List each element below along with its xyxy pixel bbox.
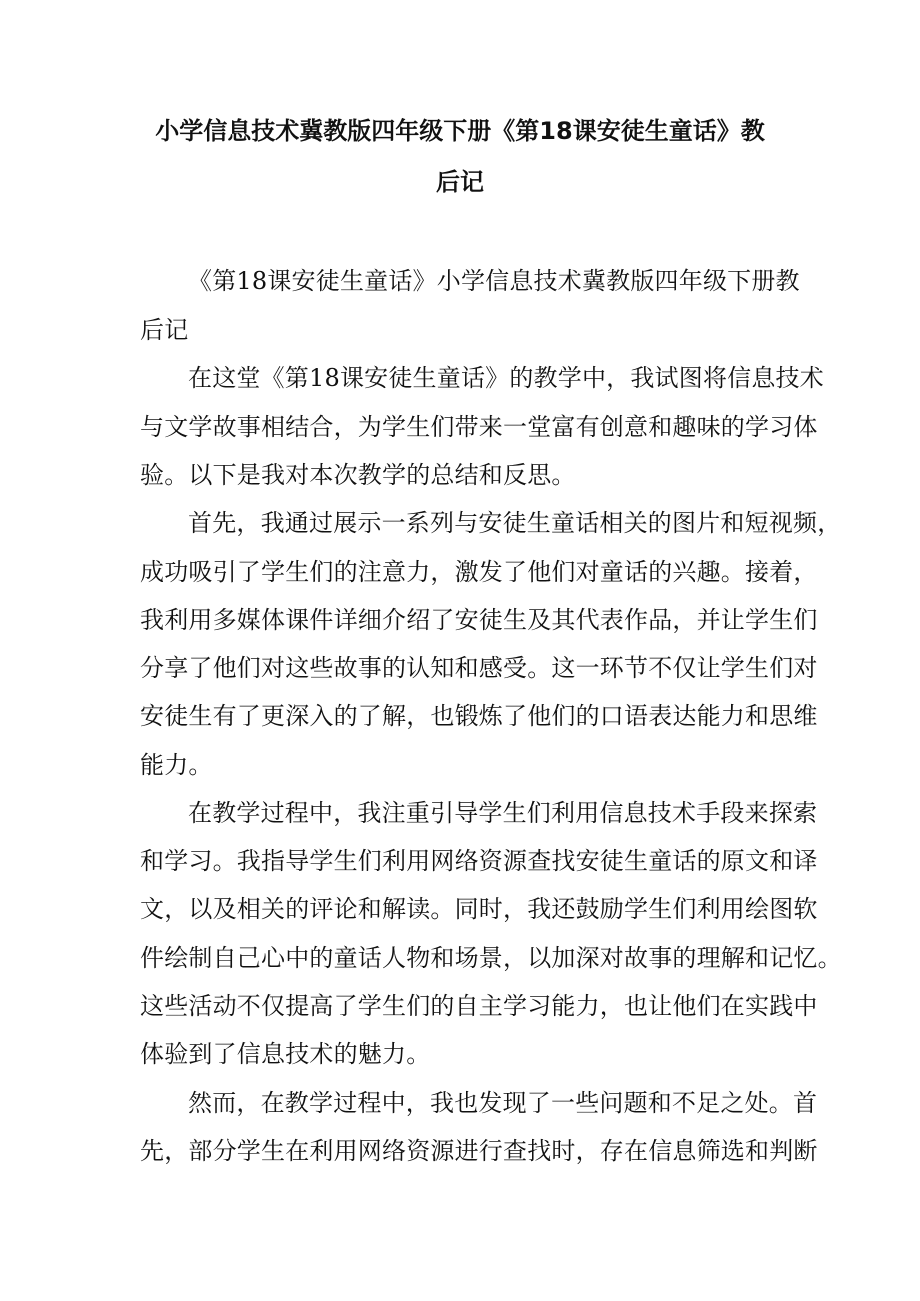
paragraph-line: 件绘制自己心中的童话人物和场景，以加深对故事的理解和记忆。: [140, 944, 842, 972]
document-title-line-2: 后记: [436, 168, 484, 196]
paragraph-line: 后记: [140, 316, 189, 344]
document-title-line-1: 小学信息技术冀教版四年级下册《第18课安徒生童话》教: [155, 117, 765, 145]
paragraph-line: 在这堂《第18课安徒生童话》的教学中，我试图将信息技术: [188, 364, 824, 392]
paragraph-line: 体验到了信息技术的魅力。: [140, 1040, 431, 1068]
paragraph-line: 文，以及相关的评论和解读。同时，我还鼓励学生们利用绘图软: [140, 895, 818, 923]
paragraph-line: 首先，我通过展示一系列与安徒生童话相关的图片和短视频，: [188, 509, 842, 537]
paragraph-line: 然而，在教学过程中，我也发现了一些问题和不足之处。首: [188, 1089, 818, 1117]
paragraph-line: 这些活动不仅提高了学生们的自主学习能力，也让他们在实践中: [140, 992, 818, 1020]
paragraph-line: 验。以下是我对本次教学的总结和反思。: [140, 461, 576, 489]
paragraph-line: 《第18课安徒生童话》小学信息技术冀教版四年级下册教: [188, 267, 800, 295]
paragraph-line: 在教学过程中，我注重引导学生们利用信息技术手段来探索: [188, 799, 818, 827]
paragraph-line: 我利用多媒体课件详细介绍了安徒生及其代表作品，并让学生们: [140, 606, 818, 634]
paragraph-line: 能力。: [140, 751, 213, 779]
paragraph-line: 分享了他们对这些故事的认知和感受。这一环节不仅让学生们对: [140, 654, 818, 682]
paragraph-line: 与文学故事相结合，为学生们带来一堂富有创意和趣味的学习体: [140, 413, 818, 441]
paragraph-line: 成功吸引了学生们的注意力，激发了他们对童话的兴趣。接着，: [140, 558, 818, 586]
paragraph-line: 先，部分学生在利用网络资源进行查找时，存在信息筛选和判断: [140, 1137, 818, 1165]
paragraph-line: 和学习。我指导学生们利用网络资源查找安徒生童话的原文和译: [140, 847, 818, 875]
paragraph-line: 安徒生有了更深入的了解，也锻炼了他们的口语表达能力和思维: [140, 702, 818, 730]
